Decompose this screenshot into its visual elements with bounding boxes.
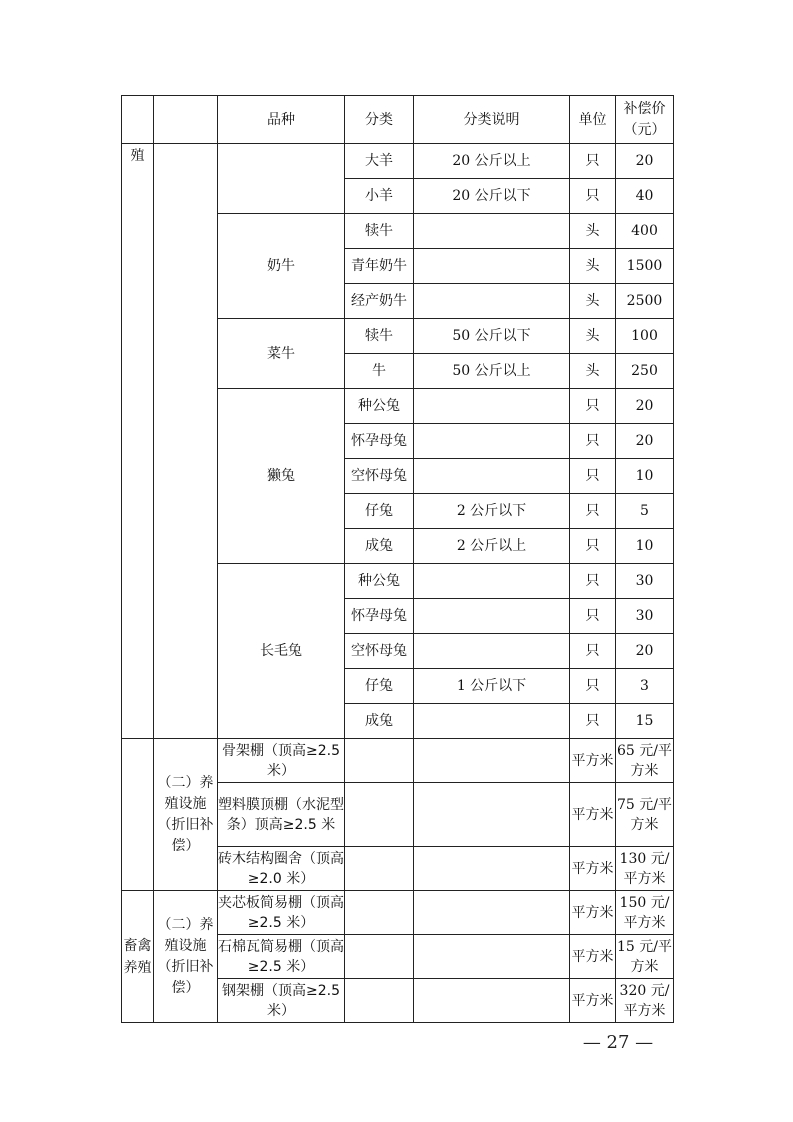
row-price: 20 (616, 424, 674, 459)
facility-description (414, 979, 570, 1023)
compensation-table (121, 95, 674, 1023)
facility-price: 130 元/平方米 (616, 847, 674, 891)
header-description: 分类说明 (414, 96, 570, 144)
row-unit: 头 (570, 284, 616, 319)
table-row (122, 891, 674, 935)
row-description (414, 459, 570, 494)
section-sub-empty (154, 144, 218, 739)
section-label: 殖 (122, 144, 154, 739)
row-category: 青年奶牛 (345, 249, 414, 284)
group-dairy-cattle: 奶牛 (218, 214, 345, 319)
row-price: 20 (616, 634, 674, 669)
header-category: 分类 (345, 96, 414, 144)
facility-price: 150 元/平方米 (616, 891, 674, 935)
row-price: 30 (616, 599, 674, 634)
row-description: 50 公斤以上 (414, 354, 570, 389)
table-row (122, 739, 674, 783)
row-unit: 只 (570, 704, 616, 739)
row-description: 1 公斤以下 (414, 669, 570, 704)
row-category: 种公兔 (345, 564, 414, 599)
row-price: 20 (616, 389, 674, 424)
row-description: 20 公斤以上 (414, 144, 570, 179)
facility-category (345, 979, 414, 1023)
header-col2 (154, 96, 218, 144)
row-category: 种公兔 (345, 389, 414, 424)
facility-breed: 骨架棚（顶高≥2.5 米） (218, 739, 345, 783)
row-description: 2 公斤以下 (414, 494, 570, 529)
facility-category (345, 891, 414, 935)
row-unit: 只 (570, 564, 616, 599)
row-category: 怀孕母兔 (345, 599, 414, 634)
group-angora-rabbit: 长毛兔 (218, 564, 345, 739)
facility-price: 75 元/平方米 (616, 783, 674, 847)
row-description (414, 424, 570, 459)
row-description: 50 公斤以下 (414, 319, 570, 354)
row-category: 怀孕母兔 (345, 424, 414, 459)
facility-unit: 平方米 (570, 935, 616, 979)
row-price: 40 (616, 179, 674, 214)
row-price: 5 (616, 494, 674, 529)
subsection-facilities-label: （二）养殖设施（折旧补偿） (154, 739, 218, 891)
row-description (414, 564, 570, 599)
row-unit: 只 (570, 634, 616, 669)
table-row (122, 144, 674, 179)
row-price: 250 (616, 354, 674, 389)
row-category: 成兔 (345, 529, 414, 564)
row-price: 1500 (616, 249, 674, 284)
facility-category (345, 847, 414, 891)
row-category: 空怀母兔 (345, 634, 414, 669)
row-unit: 只 (570, 459, 616, 494)
row-description (414, 284, 570, 319)
facility-unit: 平方米 (570, 783, 616, 847)
row-unit: 只 (570, 179, 616, 214)
facility-breed: 石棉瓦简易棚（顶高≥2.5 米） (218, 935, 345, 979)
row-price: 10 (616, 529, 674, 564)
subsection-facilities-label: （二）养殖设施（折旧补偿） (154, 891, 218, 1023)
row-price: 100 (616, 319, 674, 354)
row-price: 3 (616, 669, 674, 704)
row-description (414, 249, 570, 284)
group-beef-cattle: 菜牛 (218, 319, 345, 389)
row-unit: 只 (570, 669, 616, 704)
row-unit: 头 (570, 354, 616, 389)
facility-price: 320 元/平方米 (616, 979, 674, 1023)
section-label-livestock: 畜禽养殖 (122, 891, 154, 1023)
header-col1 (122, 96, 154, 144)
facility-breed: 砖木结构圈舍（顶高≥2.0 米） (218, 847, 345, 891)
facility-description (414, 847, 570, 891)
row-unit: 头 (570, 319, 616, 354)
row-category: 经产奶牛 (345, 284, 414, 319)
row-price: 10 (616, 459, 674, 494)
row-unit: 只 (570, 389, 616, 424)
facility-category (345, 783, 414, 847)
row-description (414, 634, 570, 669)
row-category: 大羊 (345, 144, 414, 179)
row-category: 犊牛 (345, 214, 414, 249)
header-breed: 品种 (218, 96, 345, 144)
row-category: 仔兔 (345, 669, 414, 704)
facility-breed: 塑料膜顶棚（水泥型条）顶高≥2.5 米 (218, 783, 345, 847)
row-price: 2500 (616, 284, 674, 319)
row-category: 空怀母兔 (345, 459, 414, 494)
row-description: 20 公斤以下 (414, 179, 570, 214)
row-category: 仔兔 (345, 494, 414, 529)
facility-unit: 平方米 (570, 739, 616, 783)
row-unit: 只 (570, 424, 616, 459)
facility-breed: 钢架棚（顶高≥2.5 米） (218, 979, 345, 1023)
page-number: — 27 — (582, 1032, 654, 1053)
facility-unit: 平方米 (570, 979, 616, 1023)
row-price: 20 (616, 144, 674, 179)
row-unit: 只 (570, 494, 616, 529)
row-description (414, 389, 570, 424)
facility-price: 65 元/平方米 (616, 739, 674, 783)
row-price: 15 (616, 704, 674, 739)
facility-description (414, 739, 570, 783)
row-category: 牛 (345, 354, 414, 389)
facility-price: 15 元/平方米 (616, 935, 674, 979)
group-sheep (218, 144, 345, 214)
section-label-continued (122, 739, 154, 891)
row-category: 小羊 (345, 179, 414, 214)
facility-unit: 平方米 (570, 847, 616, 891)
row-unit: 头 (570, 214, 616, 249)
row-unit: 只 (570, 599, 616, 634)
row-description (414, 599, 570, 634)
row-price: 400 (616, 214, 674, 249)
facility-description (414, 935, 570, 979)
facility-category (345, 935, 414, 979)
facility-unit: 平方米 (570, 891, 616, 935)
row-unit: 只 (570, 529, 616, 564)
header-row (122, 96, 674, 144)
header-price: 补偿价（元） (616, 96, 674, 144)
row-description: 2 公斤以上 (414, 529, 570, 564)
row-price: 30 (616, 564, 674, 599)
row-category: 成兔 (345, 704, 414, 739)
facility-description (414, 783, 570, 847)
group-otter-rabbit: 獭兔 (218, 389, 345, 564)
row-description (414, 214, 570, 249)
header-unit: 单位 (570, 96, 616, 144)
row-unit: 只 (570, 144, 616, 179)
facility-breed: 夹芯板简易棚（顶高≥2.5 米） (218, 891, 345, 935)
row-category: 犊牛 (345, 319, 414, 354)
row-unit: 头 (570, 249, 616, 284)
row-description (414, 704, 570, 739)
facility-category (345, 739, 414, 783)
facility-description (414, 891, 570, 935)
